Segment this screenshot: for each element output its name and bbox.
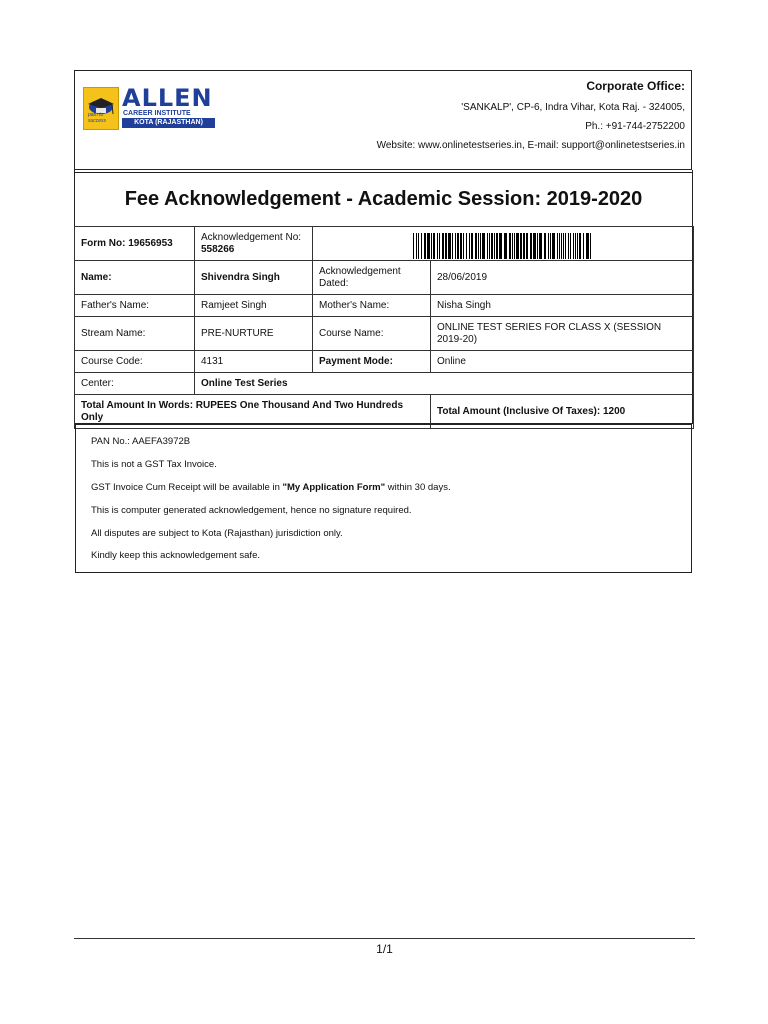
father-label: Father's Name: [75, 295, 195, 317]
pan-number: PAN No.: AAEFA3972B [91, 436, 191, 447]
receipt-note [91, 482, 451, 493]
footer-divider [74, 938, 695, 939]
father-value: Ramjeet Singh [195, 295, 313, 317]
amount-words: Total Amount In Words: RUPEES One Thousand And Two Hundreds Only [75, 395, 431, 429]
logo-subtitle: CAREER INSTITUTE [123, 110, 191, 117]
payment-value: Online [431, 351, 694, 373]
details-table [74, 226, 694, 429]
form-no-value: 19656953 [128, 237, 173, 249]
logo-brand: ALLEN [122, 84, 213, 112]
ack-no-cell [195, 227, 313, 261]
stream-value: PRE-NURTURE [195, 317, 313, 351]
table-row [75, 227, 694, 261]
page-title: Fee Acknowledgement - Academic Session: 2019-2020 [74, 172, 693, 227]
computer-generated-note: This is computer generated acknowledgement, hence no signature required. [91, 505, 412, 516]
header-box [74, 70, 692, 170]
table-row [75, 261, 694, 295]
form-no-label: Form No: [81, 237, 126, 249]
course-code-value: 4131 [195, 351, 313, 373]
form-no-cell [75, 227, 195, 261]
notes-box [75, 424, 692, 573]
course-label: Course Name: [313, 317, 431, 351]
receipt-note-post: within 30 days. [385, 482, 451, 493]
corporate-office-title: Corporate Office: [586, 79, 685, 93]
table-row [75, 295, 694, 317]
name-value: Shivendra Singh [195, 261, 313, 295]
logo-tagline: path to success [88, 112, 107, 124]
table-row [75, 351, 694, 373]
logo-emblem-icon [83, 87, 119, 130]
table-row [75, 373, 694, 395]
ack-dated-value: 28/06/2019 [431, 261, 694, 295]
mother-label: Mother's Name: [313, 295, 431, 317]
name-label: Name: [75, 261, 195, 295]
mother-value: Nisha Singh [431, 295, 694, 317]
amount-total: Total Amount (Inclusive Of Taxes): 1200 [431, 395, 694, 429]
receipt-note-pre: GST Invoice Cum Receipt will be available in [91, 482, 283, 493]
corporate-website: Website: www.onlinetestseries.in, E-mail: support@onlinetestseries.in [376, 140, 685, 151]
center-label: Center: [75, 373, 195, 395]
disputes-note: All disputes are subject to Kota (Rajasthan) jurisdiction only. [91, 528, 343, 539]
page-number: 1/1 [376, 942, 393, 956]
barcode-image [413, 233, 593, 259]
course-value: ONLINE TEST SERIES FOR CLASS X (SESSION 2019-20) [431, 317, 694, 351]
barcode-cell [313, 227, 694, 261]
payment-label: Payment Mode: [313, 351, 431, 373]
ack-no-label: Acknowledgement No: [201, 231, 302, 243]
center-value: Online Test Series [195, 373, 694, 395]
corporate-phone: Ph.: +91-744-2752200 [585, 121, 685, 132]
logo-city: KOTA (RAJASTHAN) [122, 118, 215, 128]
allen-logo [83, 84, 215, 130]
ack-dated-label: Acknowledgement Dated: [313, 261, 431, 295]
stream-label: Stream Name: [75, 317, 195, 351]
keep-safe-note: Kindly keep this acknowledgement safe. [91, 550, 260, 561]
ack-no-value: 558266 [201, 243, 235, 255]
corporate-address: 'SANKALP', CP-6, Indra Vihar, Kota Raj. - 324005, [461, 102, 685, 113]
gst-note: This is not a GST Tax Invoice. [91, 459, 217, 470]
course-code-label: Course Code: [75, 351, 195, 373]
table-row [75, 317, 694, 351]
receipt-note-bold: "My Application Form" [282, 482, 386, 493]
